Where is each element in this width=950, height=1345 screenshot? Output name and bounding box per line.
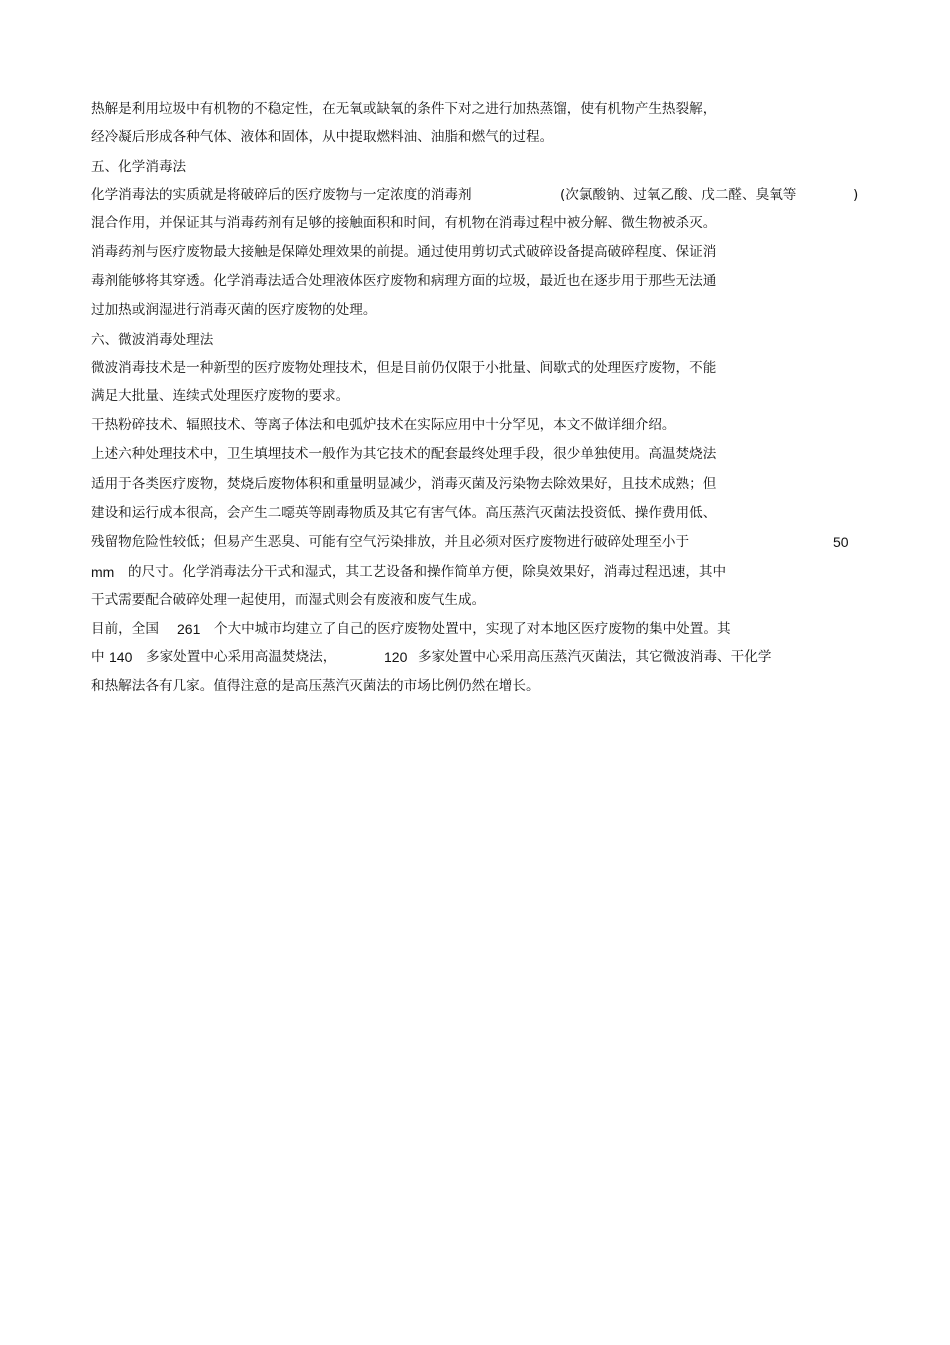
paragraph-current-status-line-3: 和热解法各有几家。值得注意的是高压蒸汽灭菌法的市场比例仍然在增长。 xyxy=(91,678,540,694)
paragraph-current-status-line-1c: 个大中城市均建立了自己的医疗废物处置中，实现了对本地区医疗废物的集中处置。其 xyxy=(214,621,731,637)
paragraph-current-status-line-2b: 140 xyxy=(109,649,133,665)
paragraph-chemical-line-1c: ) xyxy=(853,187,859,203)
paragraph-summary-line-1: 上述六种处理技术中，卫生填埋技术一般作为其它技术的配套最终处理手段，很少单独使用。高温焚烧法 xyxy=(91,446,717,462)
paragraph-chemical-line-1b: (次氯酸钠、过氧乙酸、戊二醛、臭氧等 xyxy=(560,187,797,203)
paragraph-microwave-line-2: 满足大批量、连续式处理医疗废物的要求。 xyxy=(91,388,350,404)
paragraph-other-techniques: 干热粉碎技术、辐照技术、等离子体法和电弧炉技术在实际应用中十分罕见，本文不做详细介绍。 xyxy=(91,417,676,433)
paragraph-summary-line-4b: 50 xyxy=(833,534,849,550)
paragraph-chemical-line-5: 过加热或润湿进行消毒灭菌的医疗废物的处理。 xyxy=(91,302,377,318)
paragraph-pyrolysis-line-2: 经冷凝后形成各种气体、液体和固体，从中提取燃料油、油脂和燃气的过程。 xyxy=(91,129,554,145)
paragraph-current-status-line-2d: 120 xyxy=(384,649,408,665)
paragraph-current-status-line-2a: 中 xyxy=(91,649,105,665)
paragraph-summary-line-5a: mm xyxy=(91,564,115,580)
paragraph-summary-line-4a: 残留物危险性较低；但易产生恶臭、可能有空气污染排放，并且必须对医疗废物进行破碎处理至小于 xyxy=(91,534,690,550)
paragraph-pyrolysis-line-1: 热解是利用垃圾中有机物的不稳定性，在无氧或缺氧的条件下对之进行加热蒸馏，使有机物产生热裂解， xyxy=(91,101,717,117)
paragraph-current-status-line-2e: 多家处置中心采用高压蒸汽灭菌法，其它微波消毒、干化学 xyxy=(418,649,772,665)
paragraph-current-status-line-1a: 目前，全国 xyxy=(91,621,159,637)
paragraph-current-status-line-1b: 261 xyxy=(177,621,201,637)
paragraph-chemical-line-4: 毒剂能够将其穿透。化学消毒法适合处理液体医疗废物和病理方面的垃圾，最近也在逐步用于那些无法通 xyxy=(91,273,717,289)
paragraph-summary-line-2: 适用于各类医疗废物，焚烧后废物体积和重量明显减少，消毒灭菌及污染物去除效果好，且技术成熟；但 xyxy=(91,476,717,492)
paragraph-summary-line-6: 干式需要配合破碎处理一起使用，而湿式则会有废液和废气生成。 xyxy=(91,592,486,608)
paragraph-current-status-line-2c: 多家处置中心采用高温焚烧法， xyxy=(146,649,337,665)
paragraph-summary-line-5b: 的尺寸。化学消毒法分干式和湿式，其工艺设备和操作简单方便，除臭效果好，消毒过程迅速，其中 xyxy=(128,564,727,580)
paragraph-chemical-line-2: 混合作用，并保证其与消毒药剂有足够的接触面积和时间，有机物在消毒过程中被分解、微生物被杀灭。 xyxy=(91,215,717,231)
paragraph-chemical-line-1a: 化学消毒法的实质就是将破碎后的医疗废物与一定浓度的消毒剂 xyxy=(91,187,472,203)
paragraph-chemical-line-3: 消毒药剂与医疗废物最大接触是保障处理效果的前提。通过使用剪切式式破碎设备提高破碎程度、保证消 xyxy=(91,244,717,260)
paragraph-summary-line-3: 建设和运行成本很高，会产生二噁英等剧毒物质及其它有害气体。高压蒸汽灭菌法投资低、操作费用低、 xyxy=(91,505,717,521)
paragraph-microwave-line-1: 微波消毒技术是一种新型的医疗废物处理技术，但是目前仍仅限于小批量、间歇式的处理医疗废物，不能 xyxy=(91,360,717,376)
section-heading-chemical-disinfection: 五、化学消毒法 xyxy=(91,159,187,175)
section-heading-microwave-disinfection: 六、微波消毒处理法 xyxy=(91,332,214,348)
